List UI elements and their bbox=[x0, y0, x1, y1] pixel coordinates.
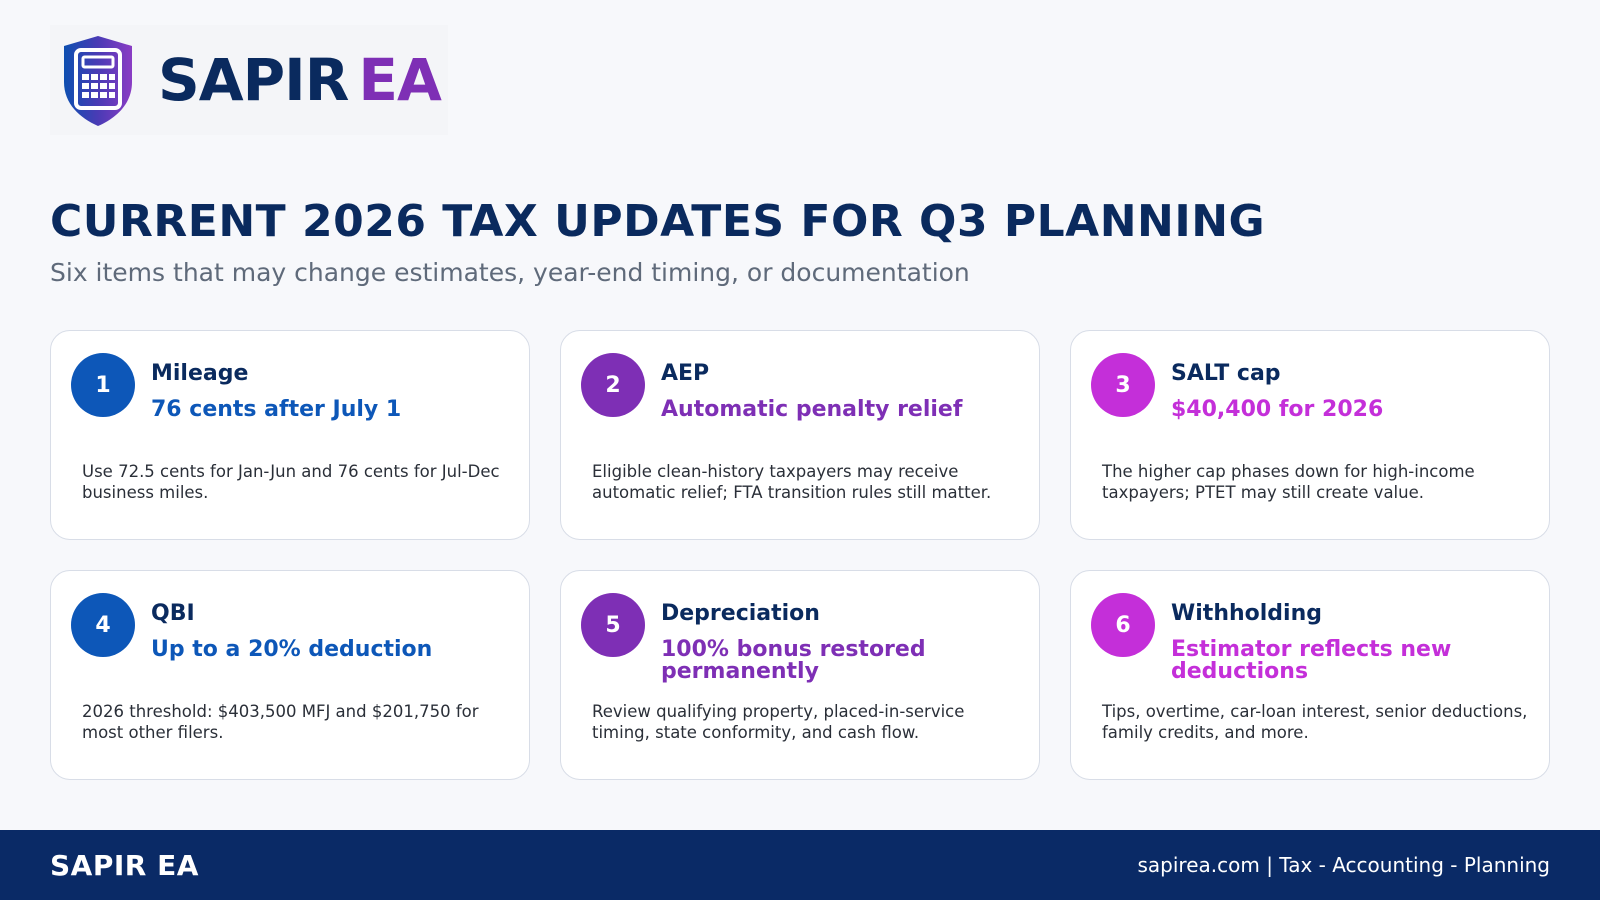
brand-name-secondary: EA bbox=[358, 46, 441, 114]
card-number-badge: 4 bbox=[71, 593, 135, 657]
card-label: QBI bbox=[151, 601, 195, 626]
card-label: AEP bbox=[661, 361, 710, 386]
card-number-badge: 2 bbox=[581, 353, 645, 417]
footer-brand: SAPIR EA bbox=[50, 848, 199, 882]
card-label: Withholding bbox=[1171, 601, 1323, 626]
card-body: Use 72.5 cents for Jan-Jun and 76 cents for Jul-Dec business miles. bbox=[82, 462, 500, 502]
update-card-withholding bbox=[1070, 570, 1550, 780]
card-number-badge: 6 bbox=[1091, 593, 1155, 657]
brand-name-primary: SAPIR bbox=[158, 46, 349, 114]
footer-bar bbox=[0, 830, 1600, 900]
card-body: The higher cap phases down for high-income taxpayers; PTET may still create value. bbox=[1102, 462, 1475, 502]
card-label: Mileage bbox=[151, 361, 249, 386]
card-headline: Up to a 20% deduction bbox=[151, 637, 433, 662]
card-headline: Automatic penalty relief bbox=[661, 397, 963, 422]
brand-wordmark bbox=[158, 46, 441, 114]
brand-logo bbox=[50, 25, 448, 135]
card-headline: Estimator reflects new deductions bbox=[1171, 637, 1452, 684]
page-title: CURRENT 2026 TAX UPDATES FOR Q3 PLANNING bbox=[50, 196, 1266, 247]
update-card-aep bbox=[560, 330, 1040, 540]
card-number-badge: 5 bbox=[581, 593, 645, 657]
card-label: SALT cap bbox=[1171, 361, 1281, 386]
update-card-depreciation bbox=[560, 570, 1040, 780]
card-number-badge: 1 bbox=[71, 353, 135, 417]
update-card-mileage bbox=[50, 330, 530, 540]
card-headline: 100% bonus restored permanently bbox=[661, 637, 926, 684]
card-body: Eligible clean-history taxpayers may receive automatic relief; FTA transition rules still matter. bbox=[592, 462, 992, 502]
footer-tagline: sapirea.com | Tax - Accounting - Planning bbox=[1137, 853, 1550, 877]
card-label: Depreciation bbox=[661, 601, 820, 626]
card-body: 2026 threshold: $403,500 MFJ and $201,750 for most other filers. bbox=[82, 702, 479, 742]
calculator-shield-icon bbox=[58, 32, 138, 128]
update-card-salt-cap bbox=[1070, 330, 1550, 540]
card-headline: 76 cents after July 1 bbox=[151, 397, 402, 422]
page-subtitle: Six items that may change estimates, year-end timing, or documentation bbox=[50, 258, 970, 287]
card-headline: $40,400 for 2026 bbox=[1171, 397, 1384, 422]
update-card-qbi bbox=[50, 570, 530, 780]
card-body: Review qualifying property, placed-in-service timing, state conformity, and cash flow. bbox=[592, 702, 965, 742]
card-number-badge: 3 bbox=[1091, 353, 1155, 417]
card-body: Tips, overtime, car-loan interest, senior deductions, family credits, and more. bbox=[1102, 702, 1528, 742]
